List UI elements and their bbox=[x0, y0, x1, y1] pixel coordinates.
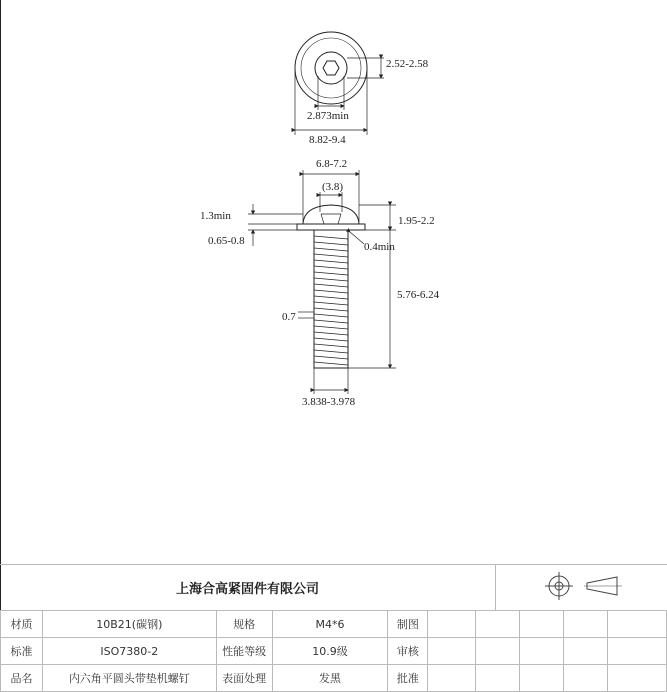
thread-line bbox=[314, 320, 348, 323]
socket-circle bbox=[315, 52, 347, 84]
head-dia-label: 8.82-9.4 bbox=[309, 134, 346, 146]
flange-thickness-label: 0.65-0.8 bbox=[208, 235, 245, 247]
spec-cell: 规格 bbox=[216, 611, 272, 638]
spec-cell: 表面处理 bbox=[216, 665, 272, 692]
blank-cell bbox=[520, 638, 564, 665]
thread-line bbox=[314, 332, 348, 335]
thread-line bbox=[314, 242, 348, 245]
spec-row bbox=[1, 665, 667, 692]
spec-cell: 制图 bbox=[388, 611, 428, 638]
side-view bbox=[248, 170, 396, 394]
thread-line bbox=[314, 236, 348, 239]
blank-cell bbox=[608, 638, 667, 665]
thread-line bbox=[314, 296, 348, 299]
spec-table bbox=[0, 610, 667, 692]
thread-dia-label: 3.838-3.978 bbox=[302, 396, 356, 408]
socket-min-label: 2.873min bbox=[307, 110, 349, 122]
pitch-label: 0.7 bbox=[282, 311, 296, 323]
blank-cell bbox=[476, 638, 520, 665]
company-name: 上海合高紧固件有限公司 bbox=[0, 564, 496, 610]
spec-cell: 发黑 bbox=[272, 665, 388, 692]
blank-cell bbox=[428, 638, 476, 665]
blank-cell bbox=[608, 665, 667, 692]
projection-symbols bbox=[496, 564, 667, 610]
blank-cell bbox=[476, 611, 520, 638]
length-label: 5.76-6.24 bbox=[397, 289, 440, 301]
thread-line bbox=[314, 254, 348, 257]
thread-line bbox=[314, 266, 348, 269]
thread-line bbox=[314, 260, 348, 263]
blank-cell bbox=[520, 665, 564, 692]
head-outer-circle bbox=[295, 32, 367, 104]
collar-min-label: 1.3min bbox=[200, 210, 231, 222]
spec-cell: 品名 bbox=[1, 665, 43, 692]
spec-cell: 材质 bbox=[1, 611, 43, 638]
projection-symbol-icon bbox=[496, 565, 667, 611]
thread-line bbox=[314, 272, 348, 275]
spec-cell: 内六角平圆头带垫机螺钉 bbox=[42, 665, 216, 692]
spec-row bbox=[1, 638, 667, 665]
title-block bbox=[0, 564, 667, 692]
spec-row bbox=[1, 611, 667, 638]
spec-cell: 批准 bbox=[388, 665, 428, 692]
blank-cell bbox=[428, 611, 476, 638]
thread-line bbox=[314, 302, 348, 305]
blank-cell bbox=[564, 611, 608, 638]
button-head bbox=[303, 205, 359, 224]
thread-line bbox=[314, 248, 348, 251]
blank-cell bbox=[608, 611, 667, 638]
head-inner-circle bbox=[301, 38, 361, 98]
spec-cell: 审核 bbox=[388, 638, 428, 665]
thread-line bbox=[314, 278, 348, 281]
thread-line bbox=[314, 362, 348, 365]
thread-line bbox=[314, 290, 348, 293]
thread-line bbox=[314, 356, 348, 359]
thread-line bbox=[314, 344, 348, 347]
thread-line bbox=[314, 314, 348, 317]
flange-width-label: 6.8-7.2 bbox=[316, 158, 348, 170]
spec-cell: 10.9级 bbox=[272, 638, 388, 665]
ref-width-label: (3.8) bbox=[322, 181, 344, 193]
head-height-label: 1.95-2.2 bbox=[398, 215, 435, 227]
spec-cell: 10B21(碳钢) bbox=[42, 611, 216, 638]
flange bbox=[297, 224, 365, 230]
blank-cell bbox=[476, 665, 520, 692]
thread-line bbox=[314, 308, 348, 311]
spec-cell: ISO7380-2 bbox=[42, 638, 216, 665]
thread-line bbox=[314, 326, 348, 329]
thread-line bbox=[314, 284, 348, 287]
spec-cell: 标准 bbox=[1, 638, 43, 665]
hex-socket bbox=[323, 61, 339, 75]
thread-line bbox=[314, 338, 348, 341]
blank-cell bbox=[428, 665, 476, 692]
thread-line bbox=[314, 350, 348, 353]
socket-size-label: 2.52-2.58 bbox=[386, 58, 429, 70]
blank-cell bbox=[520, 611, 564, 638]
fillet-label: 0.4min bbox=[364, 241, 395, 253]
blank-cell bbox=[564, 638, 608, 665]
blank-cell bbox=[564, 665, 608, 692]
spec-cell: M4*6 bbox=[272, 611, 388, 638]
spec-cell: 性能等级 bbox=[216, 638, 272, 665]
